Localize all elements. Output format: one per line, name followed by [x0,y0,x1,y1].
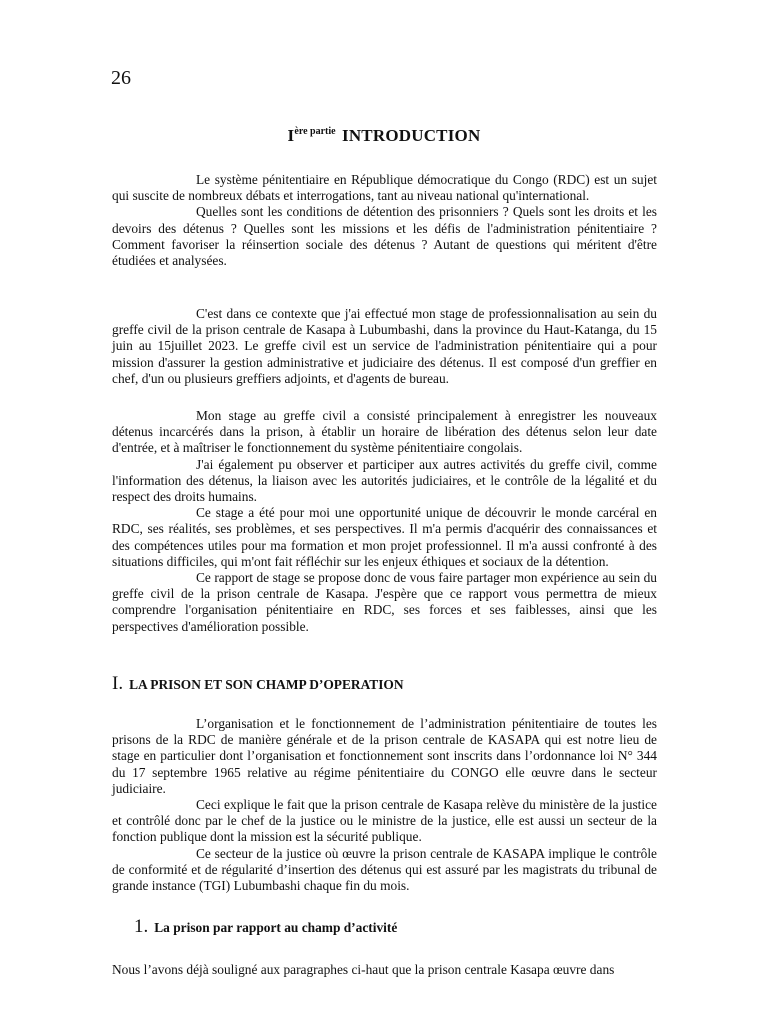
subsection1-paragraph: Nous l’avons déjà souligné aux paragraphes ci-haut que la prison centrale Kasapa œuvre dans [112,962,615,977]
section-number: I. [112,673,124,694]
intro-paragraph: Le système pénitentiaire en République démocratique du Congo (RDC) est un sujet qui suscite de nombreux débats et interrogations, tant au niveau national qu'international. [112,172,657,204]
section1-block [112,716,657,894]
stage-block [112,408,657,635]
section1-paragraph: Ce secteur de la justice où œuvre la prison centrale de KASAPA implique le contrôle de conformité et de régularité d’insertion des détenus qui est assuré par les magistrats du tribunal de grande instance (TGI) Lubumbashi chaque fin du mois. [112,845,657,894]
section-heading [112,673,404,695]
section1-paragraph: Ceci explique le fait que la prison centrale de Kasapa relève du ministère de la justice et contrôlé donc par le chef de la justice ou le ministre de la justice, elle est aussi un secteur de la fonction publique dont la mission est la sécurité publique. [112,797,657,845]
context-paragraph: C'est dans ce contexte que j'ai effectué mon stage de professionnalisation au sein du greffe civil de la prison centrale de Kasapa à Lubumbashi, dans la province du Haut-Katanga, du 15 juin au 15juillet 2023. Le greffe civil est un service de l'administration pénitentiaire qui a pour mission d'assurer la gestion administrative et judiciaire des détenus. Il est composé d'un greffier en chef, d'un ou plusieurs greffiers adjoints, et d'agents de bureau. [112,306,657,386]
intro-block [112,172,657,269]
part-roman: I [287,126,295,145]
section1-paragraph: L’organisation et le fonctionnement de l’administration pénitentiaire de toutes les prisons de la RDC de manière générale et de la prison centrale de KASAPA qui est notre lieu de stage en particulier dont l’organisation et fonctionnement sont inscrits dans l’ordonnance loi N° 344 du 17 septembre 1965 relative au régime pénitentiaire du CONGO elle œuvre dans le secteur judiciaire. [112,716,657,796]
intro-paragraph: Quelles sont les conditions de détention des prisonniers ? Quels sont les droits et les devoirs des détenus ? Quelles sont les missions et les défis de l'administration pénitentiaire ? Comment favoriser la réinsertion sociale des détenus ? Autant de questions qui méritent d'être étudiées et analysées. [112,204,657,269]
stage-paragraph: J'ai également pu observer et participer aux autres activités du greffe civil, comme l'information des détenus, la liaison avec les autorités judiciaires, et le contrôle de la légalité et du respect des droits humains. [112,456,657,505]
part-title-text: INTRODUCTION [342,126,481,145]
stage-paragraph: Ce rapport de stage se propose donc de vous faire partager mon expérience au sein du greffe civil de la prison centrale de Kasapa. J'espère que ce rapport vous permettra de mieux comprendre l'organisation pénitentiaire en RDC, ses forces et ses faiblesses, ainsi que les perspectives d'amélioration possible. [112,570,657,634]
subsection-heading [134,916,397,938]
part-title [0,126,768,146]
page-number: 26 [111,67,131,89]
section-title: LA PRISON ET SON CHAMP D’OPERATION [129,677,404,692]
stage-paragraph: Ce stage a été pour moi une opportunité unique de découvrir le monde carcéral en RDC, ses réalités, ses problèmes, et ses perspectives. Il m'a permis d'acquérir des connaissances et des compétences utiles pour ma formation et mon projet professionnel. Il m'a aussi confronté à des situations difficiles, qui m'ont fait réfléchir sur les enjeux éthiques et sociaux de la détention. [112,505,657,569]
subsection-number: 1. [134,916,149,937]
part-superscript: ère partie [294,126,336,137]
context-block [112,306,657,387]
subsection1-block [112,962,657,978]
subsection-title: La prison par rapport au champ d’activité [154,920,398,935]
stage-paragraph: Mon stage au greffe civil a consisté principalement à enregistrer les nouveaux détenus incarcérés dans la prison, à établir un horaire de libération des détenus selon leur date d'entrée, et à maîtriser le fonctionnement du système pénitentiaire congolais. [112,408,657,456]
